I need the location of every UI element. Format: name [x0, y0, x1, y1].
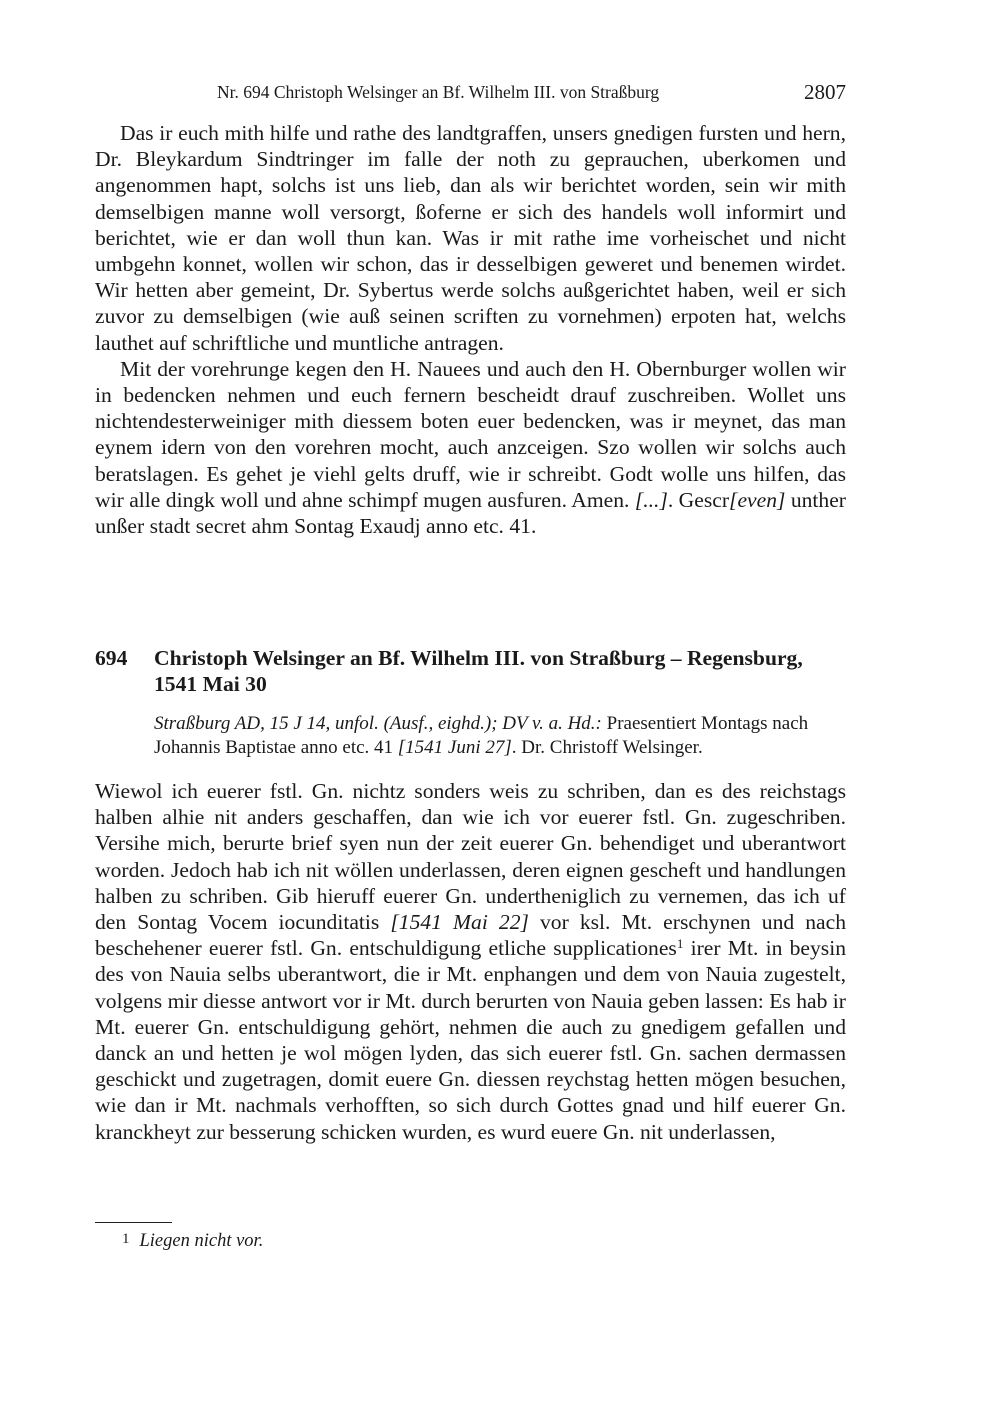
paragraph [95, 356, 846, 539]
archive-reference: Straßburg AD, 15 J 14, unfol. (Ausf., eighd.); DV v. a. Hd.: [154, 713, 602, 734]
page-number: 2807 [804, 80, 846, 104]
paragraph [95, 778, 846, 1145]
paragraph-text: unther unßer stadt secret ahm Sontag Exaudj anno etc. 41. [95, 487, 846, 539]
paragraph-text: Wiewol ich euerer fstl. Gn. nichtz sonders weis zu schriben, dan es des reichstags halben alhie nit anders geschaffen, dan wie ich vor euerer fstl. Gn. zugeschriben. Versihe mich, berurte brief syen nun der zeit euerer Gn. behendiget und uberantwort worden. Jedoch hab ich nit wöllen underlassen, deren eignen gescheft und handlungen halben zu schriben. Gib hieruff euerer Gn. undertheniglich zu vernemen, das ich uf den Sontag Vocem iocunditatis [95, 779, 846, 935]
footnote-divider [95, 1222, 172, 1223]
letter-body [95, 778, 846, 1145]
entry-heading [95, 645, 846, 697]
entry-title: Christoph Welsinger an Bf. Wilhelm III. von Straßburg – Regensburg, 1541 Mai 30 [154, 646, 803, 696]
editorial-supplement: [even] [729, 487, 786, 512]
paragraph-text: vor ksl. Mt. erschynen und nach beschehener euerer fstl. Gn. entschuldigung etliche supplicationes [95, 910, 846, 961]
editorial-date: [1541 Juni 27] [397, 736, 512, 758]
footnote-text: Liegen nicht vor. [139, 1231, 264, 1251]
source-note [154, 712, 846, 759]
paragraph-text: Mit der vorehrunge kegen den H. Nauees und auch den H. Obernburger wollen wir in bedencken nehmen und euch fernern bescheidt drauf zuschreiben. Wollet uns nichtendesterweiniger mith diessem boten euer bedencken, was ir meynet, das man eynem idern von den vorehren mocht, auch anzceigen. Szo wollen wir solchs auch beratslagen. Es gehet je viehl gelts druff, wie ir schreibt. Godt wolle uns hilfen, das wir alle dingk woll und ahne schimpf mugen ausfuren. Amen. [95, 356, 846, 512]
footnote [122, 1227, 263, 1253]
dorsal-note-text: Praesentiert Montags nach Johannis Baptistae anno etc. 41 [154, 713, 809, 758]
running-head: Nr. 694 Christoph Welsinger an Bf. Wilhelm III. von Straßburg [217, 82, 660, 102]
page-header [95, 80, 846, 108]
editorial-date: [1541 Mai 22] [390, 910, 529, 935]
paragraph-text: . Gescr [667, 487, 730, 512]
entry-number: 694 [95, 646, 128, 670]
dorsal-note-text: . Dr. Christoff Welsinger. [511, 736, 703, 758]
paragraph-text: irer Mt. in beysin des von Nauia selbs uberantwort, die ir Mt. enphangen und dem von Nauia zugestelt, volgens mir diesse antwort vor ir Mt. durch berurten von Nauia geben lassen: Es hab ir Mt. euerer Gn. entschuldigung gehört, nehmen die auch zu gnedigem gefallen und danck an und hetten je wol mögen lyden, das sich euerer fstl. Gn. sachen dermassen geschickt und zugetragen, domit euere Gn. diessen reychstag hetten mögen besuchen, wie dan ir Mt. nachmals verhofften, so sich durch Gottes gnad und hilf euerer Gn. kranckheyt zur besserung schicken wurden, es wurd euere Gn. nit underlassen, [95, 936, 847, 1144]
editorial-omission: [...] [634, 487, 668, 512]
footnote-mark: 1 [122, 1231, 130, 1247]
paragraph-text: Das ir euch mith hilfe und rathe des landtgraffen, unsers gnedigen fursten und hern, Dr. Bleykardum Sindtringer im falle der noth zu geprauchen, uberkomen und angenommen hapt, solchs ist uns lieb, dan als wir berichtet worden, sein wir mith demselbigen manne woll versorgt, ßoferne er sich des handels woll informirt und berichtet, wie er dan woll thun kan. Was ir mit rathe ime vorheischet und nicht umbgehn konnet, wollen wir schon, das ir desselbigen geweret und benemen wirdet. Wir hetten aber gemeint, Dr. Sybertus werde solchs außgerichtet haben, weil er sich zuvor zu demselbigen (wie auß seinen scriften zu vornehmen) erpoten hat, welchs lauthet auf schriftliche und muntliche antragen. [95, 121, 846, 355]
previous-letter-ending [95, 120, 846, 539]
paragraph [95, 120, 846, 356]
footnote-reference[interactable]: 1 [676, 936, 684, 952]
